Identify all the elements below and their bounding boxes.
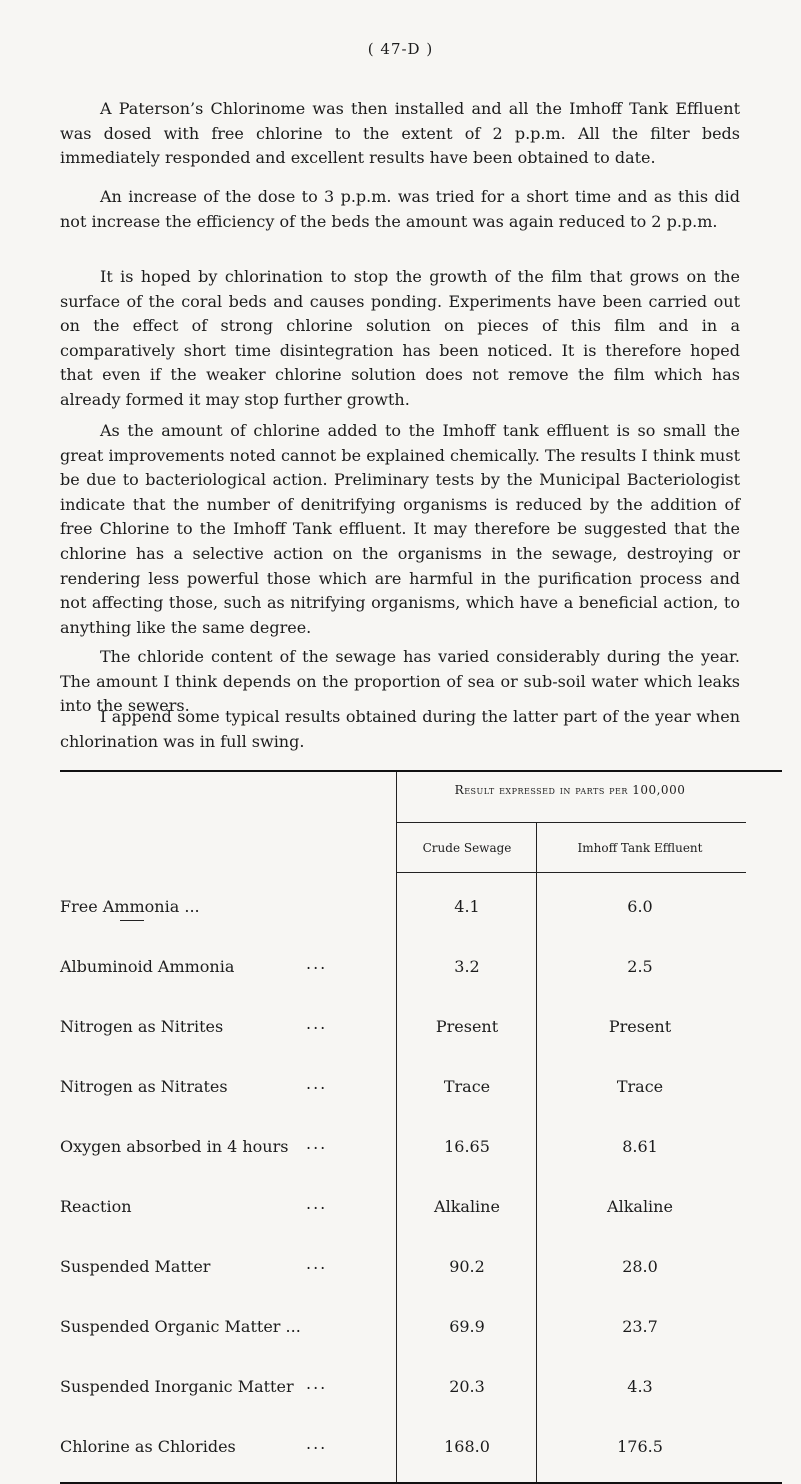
- leader-dots: ...: [306, 1134, 328, 1153]
- paragraph-append-results: I append some typical results obtained during the latter part of the year when chlorination was in full swing.: [60, 707, 740, 751]
- row-label: Suspended Organic Matter ...: [60, 1317, 301, 1336]
- table-row: [60, 1194, 782, 1217]
- effluent-value: Trace: [616, 1077, 664, 1096]
- table-row: [60, 1434, 782, 1457]
- row-label: Reaction: [60, 1197, 132, 1216]
- effluent-value: 176.5: [617, 1437, 663, 1456]
- crude-sewage-value: 20.3: [449, 1377, 485, 1396]
- leader-dots: ...: [306, 1014, 328, 1033]
- row-label: Suspended Inorganic Matter: [60, 1377, 294, 1396]
- row-label: Suspended Matter: [60, 1257, 211, 1276]
- paragraph-chloride-content: The chloride content of the sewage has varied considerably during the year. The amount I think depends on the proportion of sea or sub-soil water which leaks into the sewers.: [60, 647, 740, 716]
- page-number: ( 47-D ): [367, 40, 434, 58]
- paragraph-film-growth: It is hoped by chlorination to stop the growth of the film that grows on the surface of the coral beds and causes ponding. Experiments have been carried out on the effect of strong chlorine solution on pieces of this film and in a comparatively short time disintegration has been noticed. It is therefore hoped that even if the weaker chlorine solution does not remove the film which has already formed it may stop further growth.: [60, 267, 740, 409]
- effluent-value: 2.5: [627, 957, 653, 976]
- crude-sewage-value: 69.9: [449, 1317, 485, 1336]
- leader-dots: ...: [306, 1254, 328, 1273]
- group-header-text: Result expressed in parts per 100,000: [454, 783, 686, 797]
- crude-sewage-value: Present: [435, 1017, 499, 1036]
- row-label: Oxygen absorbed in 4 hours: [60, 1137, 289, 1156]
- crude-sewage-value: Alkaline: [434, 1197, 500, 1216]
- crude-sewage-value: 16.65: [444, 1137, 490, 1156]
- table-row: [60, 1014, 782, 1037]
- effluent-value: 28.0: [622, 1257, 658, 1276]
- table-row: [60, 1254, 782, 1277]
- stub-header-dash: [120, 920, 144, 921]
- column-header-imhoff-effluent: Imhoff Tank Effluent: [577, 841, 703, 855]
- row-label: Nitrogen as Nitrites: [60, 1017, 224, 1036]
- table-top-rule: [60, 770, 782, 772]
- table-row: [60, 897, 782, 917]
- effluent-value: 23.7: [622, 1317, 658, 1336]
- leader-dots: ...: [306, 1074, 328, 1093]
- column-divider-left: [396, 772, 397, 1482]
- table-row: [60, 1074, 782, 1097]
- crude-sewage-value: Trace: [443, 1077, 491, 1096]
- crude-sewage-value: 168.0: [444, 1437, 490, 1456]
- effluent-value: 8.61: [622, 1137, 658, 1156]
- row-label: Nitrogen as Nitrates: [60, 1077, 228, 1096]
- crude-sewage-value: 4.1: [454, 897, 480, 916]
- paragraph-dose-increase: An increase of the dose to 3 p.p.m. was tried for a short time and as this did not increase the efficiency of the beds the amount was again reduced to 2 p.p.m.: [60, 187, 740, 231]
- effluent-value: 4.3: [627, 1377, 653, 1396]
- leader-dots: ...: [306, 1434, 328, 1453]
- table-row: [60, 1134, 782, 1157]
- row-label: Free Ammonia ...: [60, 897, 200, 916]
- effluent-value: 6.0: [627, 897, 653, 916]
- table-row: [60, 954, 782, 977]
- paragraph-chlorinome: A Paterson’s Chlorinome was then installed and all the Imhoff Tank Effluent was dosed with free chlorine to the extent of 2 p.p.m. All the filter beds immediately responded and excellent results have been obtained to date.: [60, 99, 740, 168]
- column-header-rule: [396, 872, 746, 873]
- group-header-rule: [396, 822, 746, 823]
- group-header: [400, 782, 740, 798]
- leader-dots: ...: [306, 954, 328, 973]
- leader-dots: ...: [306, 1374, 328, 1393]
- crude-sewage-value: 90.2: [449, 1257, 485, 1276]
- effluent-value: Present: [608, 1017, 672, 1036]
- effluent-value: Alkaline: [607, 1197, 673, 1216]
- row-label: Chlorine as Chlorides: [60, 1437, 236, 1456]
- column-header-crude-sewage: Crude Sewage: [422, 841, 512, 855]
- leader-dots: ...: [306, 1194, 328, 1213]
- table-row: [60, 1317, 782, 1337]
- row-label: Albuminoid Ammonia: [60, 957, 235, 976]
- crude-sewage-value: 3.2: [454, 957, 480, 976]
- paragraph-bacteriological: As the amount of chlorine added to the Imhoff tank effluent is so small the great improvements noted cannot be explained chemically. The results I think must be due to bacteriological action. Preliminary tests by the Municipal Bacteriologist indicate that the number of denitrifying organisms is reduced by the addition of free Chlorine to the Imhoff Tank effluent. It may therefore be suggested that the chlorine has a selective action on the organisms in the sewage, destroying or rendering less powerful those which are harmful in the purification process and not affecting those, such as nitrifying organisms, which have a beneficial action, to anything like the same degree.: [60, 421, 740, 637]
- table-row: [60, 1374, 782, 1397]
